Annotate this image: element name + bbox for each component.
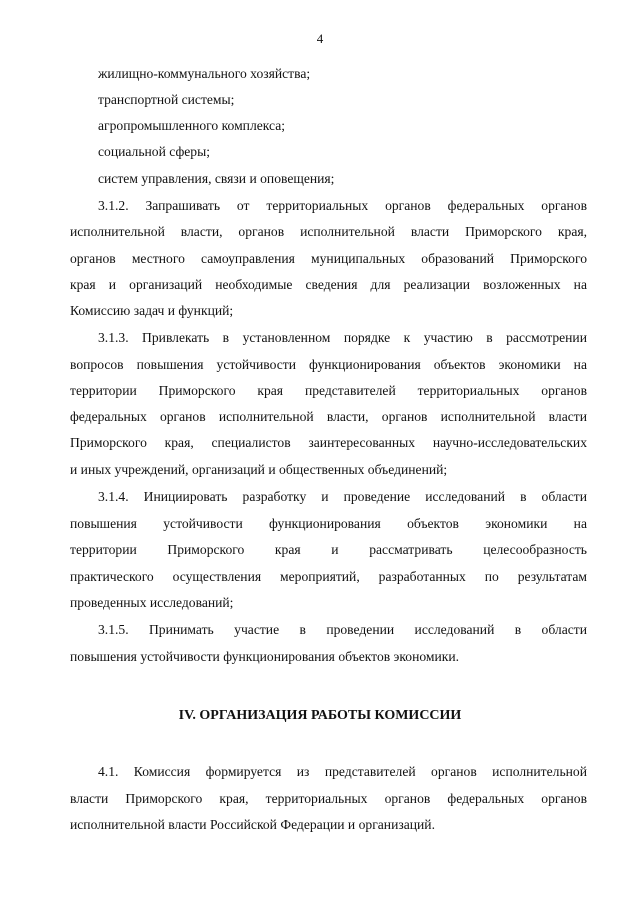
paragraph-line: 3.1.5. Принимать участие в проведении исследований в области (98, 622, 587, 637)
paragraph-line: практического осуществления мероприятий, разработанных по результатам (70, 569, 587, 584)
paragraph-line: повышения устойчивости функционирования объектов экономики на (70, 516, 587, 531)
paragraph-line: Комиссию задач и функций; (70, 303, 234, 318)
paragraph-line: территории Приморского края и рассматривать целесообразность (70, 542, 587, 557)
paragraph-line: 4.1. Комиссия формируется из представителей органов исполнительной (98, 764, 587, 779)
paragraph-line: проведенных исследований; (70, 595, 234, 610)
section-heading: IV. ОРГАНИЗАЦИЯ РАБОТЫ КОМИССИИ (178, 708, 462, 723)
paragraph-line: Приморского края, специалистов заинтересованных научно-исследовательских (70, 435, 587, 450)
paragraph-line: и иных учреждений, организаций и общественных объединений; (70, 462, 448, 477)
paragraph-line: органов местного самоуправления муниципальных образований Приморского (70, 251, 587, 266)
paragraph-line: исполнительной власти, органов исполнительной власти Приморского края, (70, 224, 587, 239)
list-item: транспортной системы; (98, 92, 235, 107)
paragraph-line: 3.1.3. Привлекать в установленном порядке к участию в рассмотрении (98, 330, 587, 345)
list-item: социальной сферы; (98, 144, 211, 159)
paragraph-line: территории Приморского края представителей территориальных органов (70, 383, 587, 398)
paragraph-line: власти Приморского края, территориальных органов федеральных органов (70, 791, 587, 806)
paragraph-line: края и организаций необходимые сведения для реализации возложенных на (70, 277, 587, 292)
paragraph-line: 3.1.2. Запрашивать от территориальных органов федеральных органов (98, 198, 587, 213)
list-item: систем управления, связи и оповещения; (98, 171, 335, 186)
paragraph-line: 3.1.4. Инициировать разработку и проведение исследований в области (98, 489, 587, 504)
page-number: 4 (316, 31, 324, 46)
list-item: агропромышленного комплекса; (98, 118, 286, 133)
paragraph-line: федеральных органов исполнительной власти, органов исполнительной власти (70, 409, 587, 424)
paragraph-line: повышения устойчивости функционирования объектов экономики. (70, 649, 460, 664)
paragraph-line: вопросов повышения устойчивости функционирования объектов экономики на (70, 357, 587, 372)
paragraph-line: исполнительной власти Российской Федерации и организаций. (70, 817, 435, 832)
list-item: жилищно-коммунального хозяйства; (98, 66, 311, 81)
